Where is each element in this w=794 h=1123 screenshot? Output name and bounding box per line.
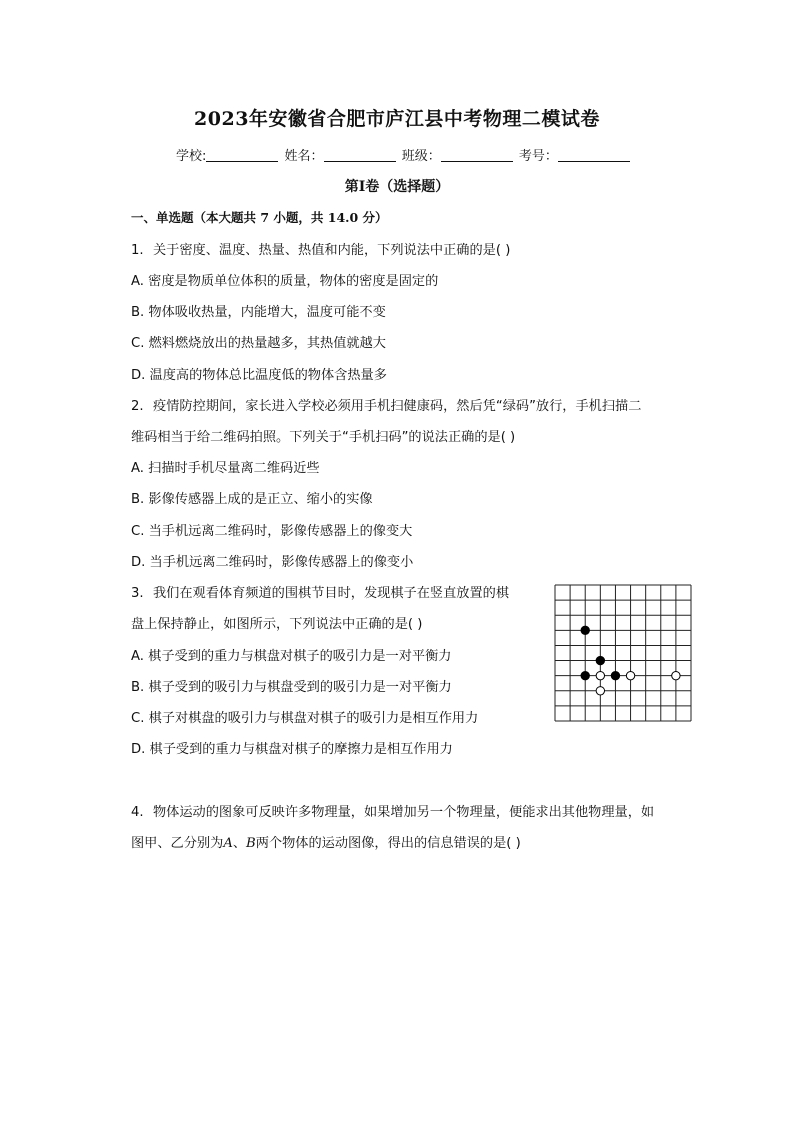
q2-option-d: D. 当手机远离二维码时，影像传感器上的像变小 bbox=[131, 555, 414, 570]
q3-option-c: C. 棋子对棋盘的吸引力与棋盘对棋子的吸引力是相互作用力 bbox=[131, 711, 479, 726]
q3-stem-line1 bbox=[131, 582, 509, 601]
exam-number-blank[interactable] bbox=[558, 149, 630, 162]
q4-sep: 、 bbox=[232, 836, 247, 851]
q4-stem-text-2a: 图甲、乙分别为 bbox=[131, 836, 224, 851]
class-label: 班级： bbox=[401, 149, 441, 164]
q1-option-d: D. 温度高的物体总比温度低的物体含热量多 bbox=[131, 368, 387, 383]
q1-number: 1. bbox=[131, 243, 144, 258]
q2-stem-line1 bbox=[131, 395, 641, 414]
part-heading: 第I卷（选择题） bbox=[344, 179, 450, 195]
section-heading: 一、单选题（本大题共 7 小题，共 14.0 分） bbox=[131, 210, 388, 225]
q4-var-b: B bbox=[246, 836, 256, 851]
q4-stem-line1 bbox=[131, 801, 654, 820]
name-blank[interactable] bbox=[324, 149, 396, 162]
q2-stem-text-1: 疫情防控期间，家长进入学校必须用手机扫健康码，然后凭“绿码”放行，手机扫描二 bbox=[153, 399, 642, 414]
q2-option-b: B. 影像传感器上成的是正立、缩小的实像 bbox=[131, 492, 373, 507]
exam-number-label: 考号： bbox=[518, 149, 558, 164]
name-label: 姓名： bbox=[284, 149, 324, 164]
black-stone bbox=[596, 656, 604, 664]
white-stone bbox=[596, 687, 604, 695]
exam-title: 2023年安徽省合肥市庐江县中考物理二模试卷 bbox=[194, 108, 600, 130]
q3-option-d: D. 棋子受到的重力与棋盘对棋子的摩擦力是相互作用力 bbox=[131, 742, 453, 757]
q4-stem-text-1: 物体运动的图象可反映许多物理量，如果增加另一个物理量，便能求出其他物理量，如 bbox=[153, 805, 655, 820]
q2-option-c: C. 当手机远离二维码时，影像传感器上的像变大 bbox=[131, 524, 413, 539]
school-label: 学校: bbox=[176, 149, 207, 164]
school-blank[interactable] bbox=[206, 149, 278, 162]
q3-number: 3. bbox=[131, 586, 144, 601]
black-stone bbox=[611, 671, 619, 679]
q2-stem-line2: 维码相当于给二维码拍照。下列关于“手机扫码”的说法正确的是( ) bbox=[131, 430, 516, 445]
q2-option-a: A. 扫描时手机尽量离二维码近些 bbox=[131, 461, 320, 476]
student-info-row bbox=[176, 145, 632, 164]
class-blank[interactable] bbox=[441, 149, 513, 162]
q1-stem bbox=[131, 239, 510, 258]
black-stone bbox=[581, 626, 589, 634]
q4-stem-text-2b: 两个物体的运动图像，得出的信息错误的是( ) bbox=[255, 836, 521, 851]
q3-stem-text-1: 我们在观看体育频道的围棋节目时，发现棋子在竖直放置的棋 bbox=[153, 586, 510, 601]
q1-option-c: C. 燃料燃烧放出的热量越多，其热值就越大 bbox=[131, 336, 386, 351]
q1-stem-text: 关于密度、温度、热量、热值和内能，下列说法中正确的是( ) bbox=[153, 243, 511, 258]
q4-number: 4. bbox=[131, 805, 144, 820]
q1-option-a: A. 密度是物质单位体积的质量，物体的密度是固定的 bbox=[131, 274, 439, 289]
white-stone bbox=[596, 671, 604, 679]
q3-option-a: A. 棋子受到的重力与棋盘对棋子的吸引力是一对平衡力 bbox=[131, 649, 452, 664]
q3-stem-line2: 盘上保持静止，如图所示，下列说法中正确的是( ) bbox=[131, 617, 423, 632]
q2-number: 2. bbox=[131, 399, 144, 414]
q4-stem-line2 bbox=[131, 832, 521, 851]
q1-option-b: B. 物体吸收热量，内能增大，温度可能不变 bbox=[131, 305, 386, 320]
go-board-figure bbox=[554, 584, 692, 722]
black-stone bbox=[581, 671, 589, 679]
white-stone bbox=[626, 671, 634, 679]
q3-option-b: B. 棋子受到的吸引力与棋盘受到的吸引力是一对平衡力 bbox=[131, 680, 452, 695]
q4-var-a: A bbox=[223, 836, 233, 851]
white-stone bbox=[672, 671, 680, 679]
